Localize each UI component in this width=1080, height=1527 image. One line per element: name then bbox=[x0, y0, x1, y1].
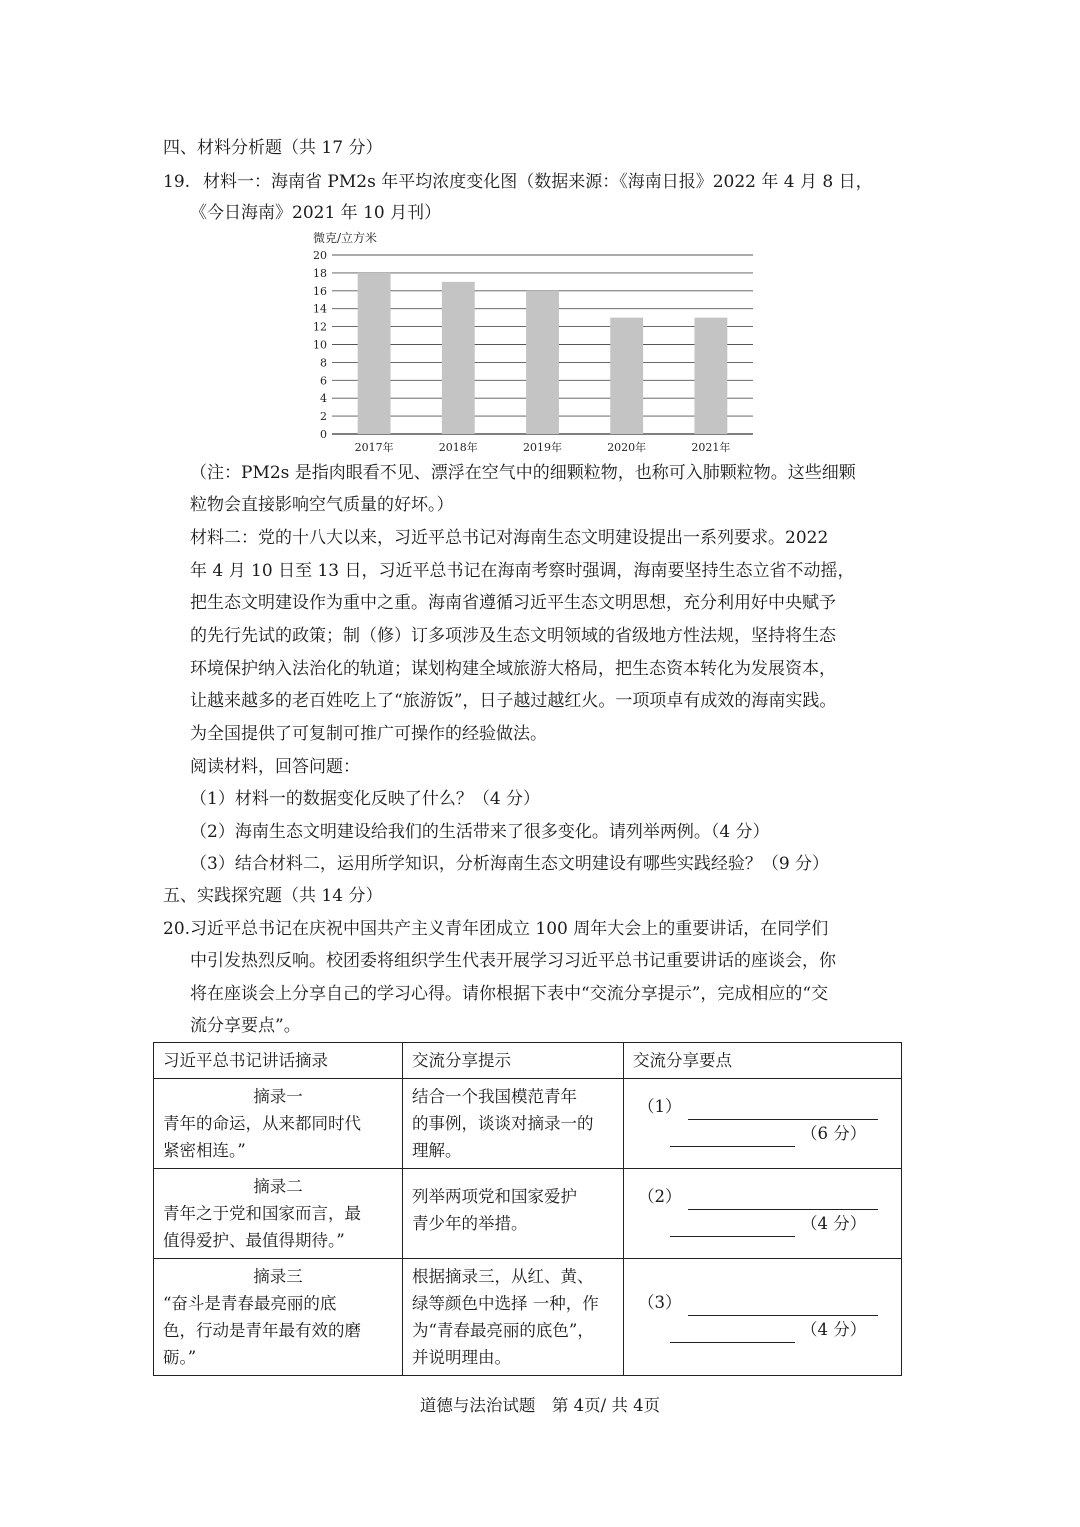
excerpt-title: 摘录一 bbox=[253, 1087, 303, 1106]
x-tick-label: 2020年 bbox=[607, 441, 647, 454]
hint-line: 列举两项党和国家爱护 bbox=[412, 1187, 577, 1206]
y-tick-label: 18 bbox=[313, 266, 327, 280]
hint-line: 并说明理由。 bbox=[412, 1348, 511, 1367]
excerpt-cell bbox=[154, 1259, 403, 1376]
q20-line: 中引发热烈反响。校团委将组织学生代表开展学习习近平总书记重要讲话的座谈会，你 bbox=[190, 951, 836, 971]
answer-cell bbox=[624, 1259, 902, 1376]
answer-label: （2） bbox=[638, 1187, 682, 1206]
x-tick-label: 2021年 bbox=[691, 441, 731, 454]
excerpt-title: 摘录二 bbox=[253, 1177, 303, 1196]
bar bbox=[442, 282, 475, 434]
answer-blank[interactable] bbox=[670, 1236, 795, 1237]
y-tick-label: 6 bbox=[320, 374, 327, 388]
table-header: 交流分享提示 bbox=[403, 1043, 624, 1079]
answer-label: （3） bbox=[638, 1293, 682, 1312]
excerpt-line: 值得爱护、最值得期待。” bbox=[163, 1231, 345, 1250]
x-tick-label: 2019年 bbox=[523, 441, 562, 454]
material1-line2: 《今日海南》2021 年 10 月刊） bbox=[190, 203, 442, 223]
bar bbox=[610, 318, 643, 434]
material1-line1: 材料一：海南省 PM2s 年平均浓度变化图（数据来源：《海南日报》2022 年 4 月 8 日， bbox=[203, 172, 873, 192]
excerpt-line: 青年的命运，从来都同时代 bbox=[163, 1114, 361, 1133]
answer-blank[interactable] bbox=[670, 1146, 795, 1147]
excerpt-line: “奋斗是青春最亮丽的底 bbox=[163, 1294, 337, 1313]
y-tick-label: 16 bbox=[313, 284, 327, 298]
bar bbox=[358, 273, 391, 434]
hint-line: 绿等颜色中选择 一种，作 bbox=[412, 1294, 599, 1313]
excerpt-cell bbox=[154, 1079, 403, 1169]
hint-line: 理解。 bbox=[412, 1141, 462, 1160]
question-3: （3）结合材料二，运用所学知识，分析海南生态文明建设有哪些实践经验？（9 分） bbox=[190, 854, 830, 874]
material2-line: 的先行先试的政策；制（修）订多项涉及生态文明领域的省级地方性法规，坚持将生态 bbox=[190, 626, 836, 646]
answer-cell bbox=[624, 1079, 902, 1169]
answer-score: （4 分） bbox=[801, 1320, 867, 1339]
question-1: （1）材料一的数据变化反映了什么？（4 分） bbox=[190, 789, 541, 809]
table-header: 习近平总书记讲话摘录 bbox=[154, 1043, 403, 1079]
q20-line: 流分享要点”。 bbox=[190, 1016, 301, 1036]
y-tick-label: 8 bbox=[320, 356, 327, 370]
read-instruction: 阅读材料，回答问题： bbox=[190, 757, 360, 777]
answer-label: （1） bbox=[638, 1097, 682, 1116]
answer-score: （6 分） bbox=[801, 1124, 867, 1143]
material2-line: 把生态文明建设作为重中之重。海南省遵循习近平生态文明思想，充分利用好中央赋予 bbox=[190, 593, 836, 613]
material2-line: 年 4 月 10 日至 13 日，习近平总书记在海南考察时强调，海南要坚持生态立省不动摇， bbox=[190, 561, 855, 581]
table-row bbox=[154, 1259, 902, 1376]
note-line2: 粒物会直接影响空气质量的好坏。） bbox=[190, 495, 454, 515]
hint-line: 为“青春最亮丽的底色”， bbox=[412, 1321, 594, 1340]
excerpt-line: 色，行动是青年最有效的磨 bbox=[163, 1321, 361, 1340]
excerpt-title: 摘录三 bbox=[253, 1267, 303, 1286]
answer-score: （4 分） bbox=[801, 1214, 867, 1233]
y-tick-label: 2 bbox=[320, 410, 327, 424]
table-row bbox=[154, 1169, 902, 1259]
q20-line: 将在座谈会上分享自己的学习心得。请你根据下表中“交流分享提示”，完成相应的“交 bbox=[190, 984, 829, 1004]
q20-number: 20. bbox=[163, 919, 191, 939]
hint-cell bbox=[403, 1259, 624, 1376]
table-row bbox=[154, 1079, 902, 1169]
material2-line: 为全国提供了可复制可推广可操作的经验做法。 bbox=[190, 724, 547, 744]
x-tick-label: 2017年 bbox=[354, 441, 394, 454]
y-tick-label: 20 bbox=[313, 249, 327, 262]
bar bbox=[694, 318, 727, 434]
hint-line: 结合一个我国模范青年 bbox=[412, 1087, 577, 1106]
exchange-table bbox=[153, 1042, 902, 1376]
y-tick-label: 0 bbox=[320, 428, 327, 441]
excerpt-line: 砺。” bbox=[163, 1348, 197, 1367]
answer-blank[interactable] bbox=[670, 1342, 795, 1343]
section4-title: 四、材料分析题（共 17 分） bbox=[163, 138, 383, 158]
pm25-bar-chart bbox=[305, 228, 765, 458]
q20-line: 习近平总书记在庆祝中国共产主义青年团成立 100 周年大会上的重要讲话，在同学们 bbox=[190, 919, 829, 939]
hint-line: 的事例，谈谈对摘录一的 bbox=[412, 1114, 594, 1133]
x-tick-label: 2018年 bbox=[438, 441, 478, 454]
material2-line: 让越来越多的老百姓吃上了“旅游饭”，日子越过越红火。一项项卓有成效的海南实践。 bbox=[190, 691, 837, 711]
question-2: （2）海南生态文明建设给我们的生活带来了很多变化。请列举两例。（4 分） bbox=[190, 822, 770, 842]
excerpt-cell bbox=[154, 1169, 403, 1259]
excerpt-line: 青年之于党和国家而言，最 bbox=[163, 1204, 361, 1223]
hint-cell bbox=[403, 1169, 624, 1259]
bar bbox=[526, 291, 559, 434]
q19-number: 19. bbox=[163, 172, 191, 192]
y-tick-label: 10 bbox=[313, 338, 327, 352]
material2-line: 材料二：党的十八大以来，习近平总书记对海南生态文明建设提出一系列要求。2022 bbox=[190, 528, 829, 548]
table-header-row bbox=[154, 1043, 902, 1079]
note-line1: （注：PM2s 是指肉眼看不见、漂浮在空气中的细颗粒物，也称可入肺颗粒物。这些细颗 bbox=[190, 463, 856, 483]
hint-line: 根据摘录三，从红、黄、 bbox=[412, 1267, 594, 1286]
section5-title: 五、实践探究题（共 14 分） bbox=[163, 886, 383, 906]
table-header: 交流分享要点 bbox=[624, 1043, 902, 1079]
hint-cell bbox=[403, 1079, 624, 1169]
excerpt-line: 紧密相连。” bbox=[163, 1141, 246, 1160]
hint-line: 青少年的举措。 bbox=[412, 1214, 528, 1233]
y-tick-label: 4 bbox=[320, 392, 327, 406]
material2-line: 环境保护纳入法治化的轨道；谋划构建全域旅游大格局，把生态资本转化为发展资本， bbox=[190, 659, 836, 679]
y-tick-label: 14 bbox=[313, 302, 327, 316]
answer-cell bbox=[624, 1169, 902, 1259]
chart-ylabel: 微克/立方米 bbox=[313, 231, 378, 245]
page-footer: 道德与法治试题 第 4页/ 共 4页 bbox=[419, 1396, 661, 1415]
y-tick-label: 12 bbox=[313, 320, 327, 334]
